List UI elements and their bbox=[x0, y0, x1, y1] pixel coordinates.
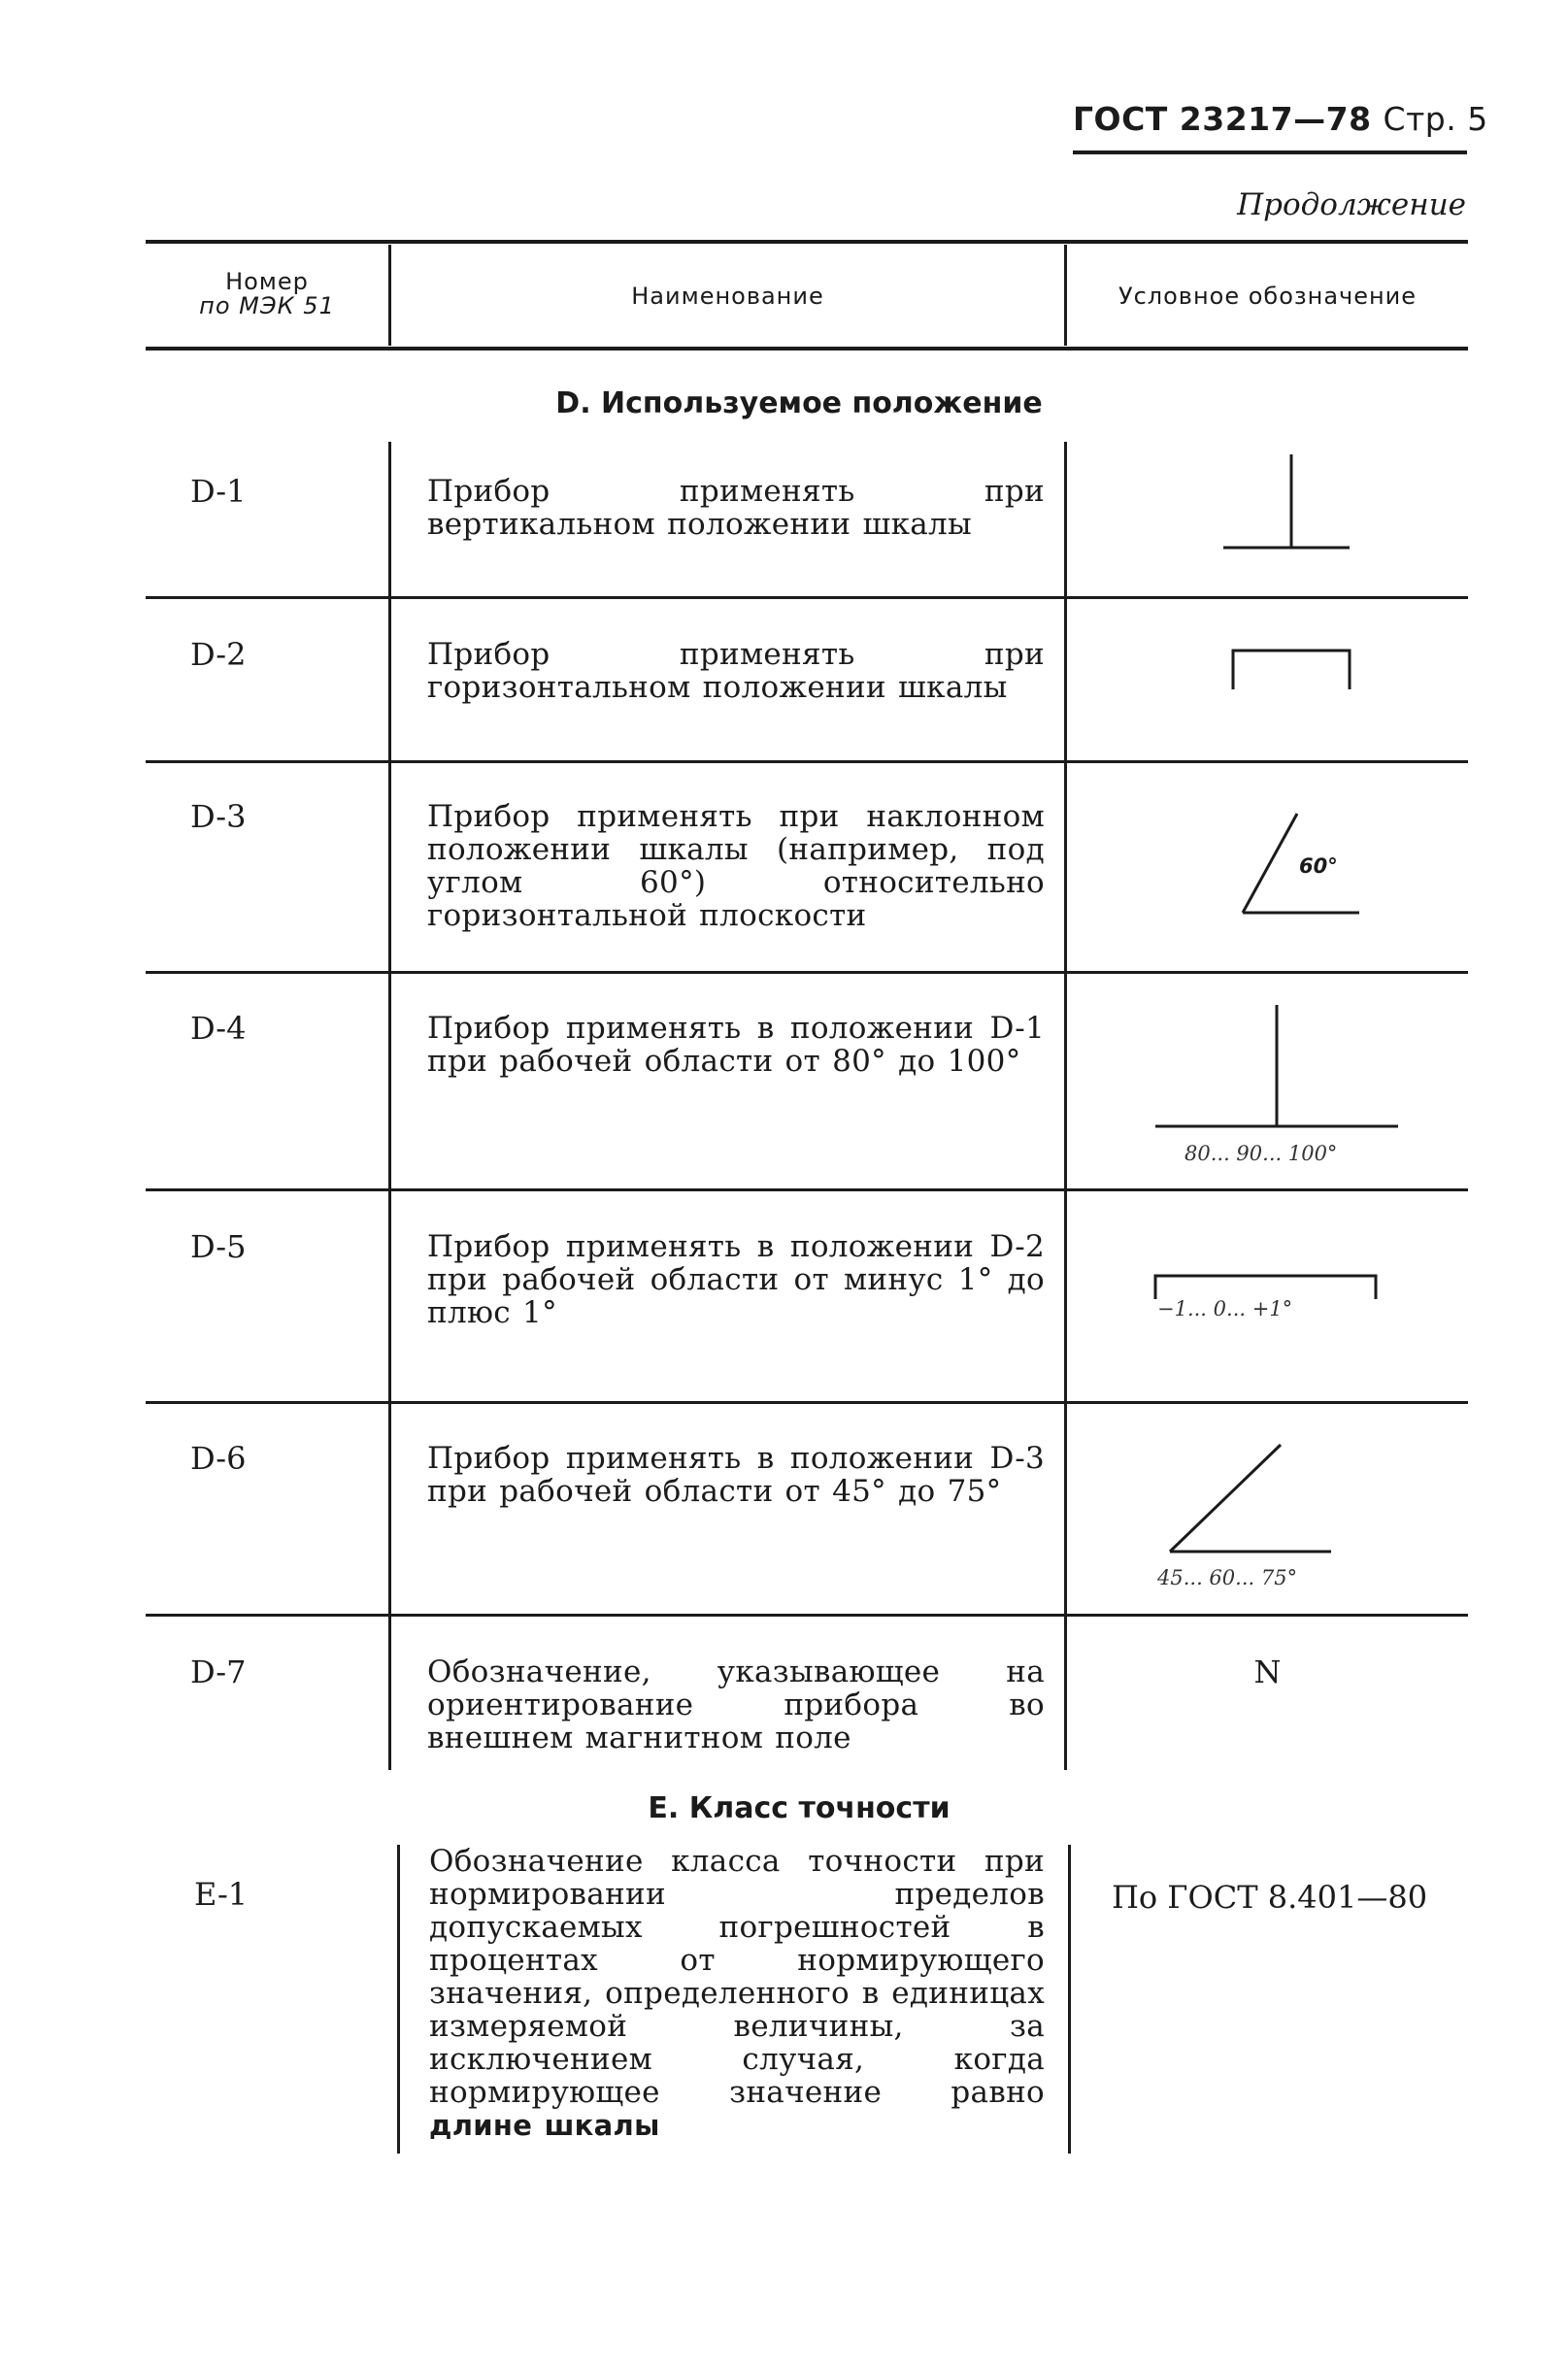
vertical-range-label: 80... 90... 100° bbox=[1184, 1142, 1338, 1165]
row-number: D-5 bbox=[190, 1228, 247, 1265]
row-rule bbox=[146, 1401, 1468, 1404]
column-header-name: Наименование bbox=[631, 283, 824, 310]
row-description-bold: длине шкалы bbox=[429, 2109, 660, 2142]
horizontal-position-icon bbox=[1223, 641, 1359, 699]
vertical-position-icon bbox=[1214, 447, 1359, 553]
column-header-bottom-rule bbox=[146, 347, 1468, 351]
inclined-range-icon bbox=[1160, 1437, 1345, 1563]
row-description: Прибор применять при горизонтальном положении шкалы bbox=[427, 637, 1045, 705]
column-separator bbox=[388, 442, 391, 1770]
row-number: D-6 bbox=[190, 1440, 247, 1477]
row-description: Прибор применять в положении D-2 при рабочей области от минус 1° до плюс 1° bbox=[427, 1229, 1045, 1330]
inclined-range-label: 45... 60... 75° bbox=[1157, 1566, 1298, 1589]
column-header-number-line2: по МЭК 51 bbox=[199, 292, 335, 319]
page-number: Стр. 5 bbox=[1383, 100, 1488, 138]
section-d-title: D. Используемое положение bbox=[555, 386, 1043, 420]
column-separator bbox=[1064, 442, 1067, 1770]
row-number: D-1 bbox=[190, 473, 247, 510]
row-number: D-4 bbox=[190, 1010, 247, 1047]
page-header bbox=[1073, 100, 1488, 150]
row-description: Обозначение, указывающее на ориентирование прибора во внешнем магнитном поле bbox=[427, 1654, 1045, 1755]
row-description: Прибор применять в положении D-3 при рабочей области от 45° до 75° bbox=[427, 1441, 1045, 1509]
row-number: D-2 bbox=[190, 636, 247, 673]
continuation-label: Продолжение bbox=[1237, 187, 1466, 222]
horizontal-range-label: −1... 0... +1° bbox=[1157, 1297, 1293, 1320]
row-rule bbox=[146, 971, 1468, 974]
column-separator bbox=[397, 1845, 400, 2154]
section-e-title: E. Класс точности bbox=[648, 1791, 951, 1825]
row-number: E-1 bbox=[194, 1876, 249, 1913]
row-rule bbox=[146, 1188, 1468, 1191]
standard-number: ГОСТ 23217—78 bbox=[1073, 100, 1372, 138]
column-header-symbol: Условное обозначение bbox=[1118, 283, 1418, 310]
row-description: Прибор применять при вертикальном положении шкалы bbox=[427, 474, 1045, 542]
magnetic-field-symbol: N bbox=[1253, 1654, 1282, 1690]
inclined-angle-label: 60° bbox=[1299, 854, 1338, 878]
row-number: D-3 bbox=[190, 798, 247, 835]
vertical-range-icon bbox=[1146, 1000, 1408, 1136]
row-description-text: Обозначение класса точности при нормировании пределов допускаемых погрешностей в процентах от нормирующего значения, определенного в единицах измеряемой величины, за исключением случая, когда нормирующее значение равно bbox=[429, 1844, 1045, 2110]
header-rule bbox=[1073, 150, 1467, 154]
table-top-rule bbox=[146, 240, 1468, 244]
column-header-number-line1: Номер bbox=[225, 268, 309, 295]
row-description bbox=[429, 1845, 1045, 2142]
row-rule bbox=[146, 760, 1468, 763]
row-rule bbox=[146, 596, 1468, 599]
row-number: D-7 bbox=[190, 1654, 247, 1690]
accuracy-class-reference: По ГОСТ 8.401—80 bbox=[1111, 1879, 1428, 1916]
row-rule bbox=[146, 1614, 1468, 1617]
row-description: Прибор применять в положении D-1 при рабочей области от 80° до 100° bbox=[427, 1011, 1045, 1079]
column-header-number bbox=[146, 270, 388, 318]
row-description: Прибор применять при наклонном положении шкалы (например, под углом 60°) относительно горизонтальной плоскости bbox=[427, 799, 1045, 933]
